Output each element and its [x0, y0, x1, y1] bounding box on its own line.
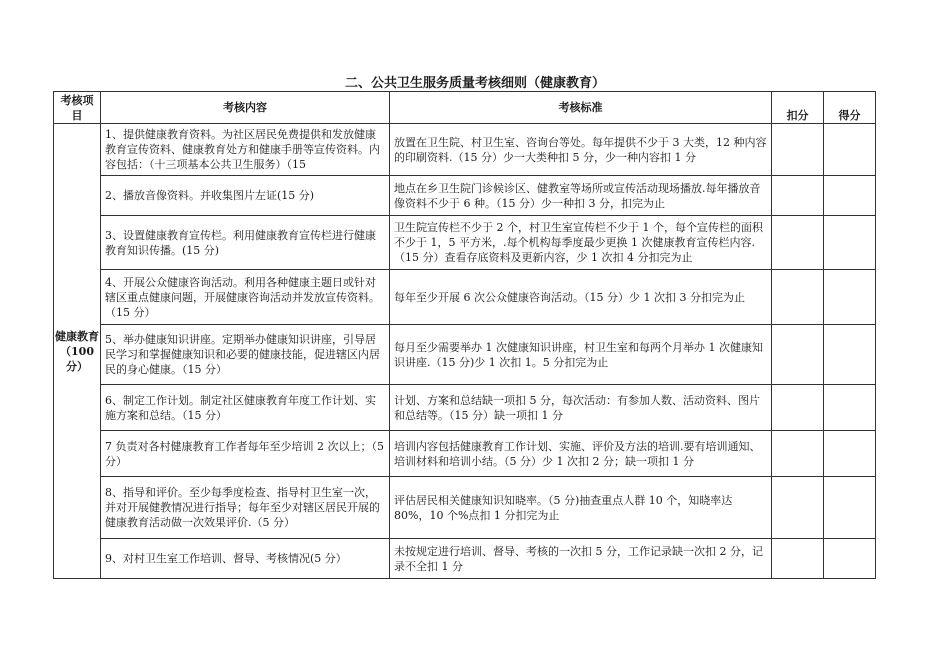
header-standard: 考核标准: [390, 92, 772, 124]
header-score: 得分: [824, 92, 876, 124]
score-cell: [824, 176, 876, 216]
row-content: 3、设置健康教育宣传栏。利用健康教育宣传栏进行健康教育知识传播。(15 分): [101, 216, 390, 270]
row-standard: 未按规定进行培训、督导、考核的一次扣 5 分，工作记录缺一次扣 2 分，记录不全扣 1 分: [390, 539, 772, 579]
row-standard: 放置在卫生院、村卫生室、咨询台等处。每年提供不少于 3 大类，12 种内容的印刷资料.（15 分）少一大类种扣 5 分，少一种内容扣 1 分: [390, 124, 772, 176]
row-standard: 计划、方案和总结缺一项扣 5 分，每次活动：有参加人数、活动资料、图片和总结等。（15 分）缺一项扣 1 分: [390, 385, 772, 431]
row-content: 5、举办健康知识讲座。定期举办健康知识讲座，引导居民学习和掌握健康知识和必要的健康技能，促进辖区内居民的身心健康。（15 分）: [101, 325, 390, 385]
deduct-cell: [772, 385, 824, 431]
row-standard: 每月至少需要举办 1 次健康知识讲座，村卫生室和每两个月举办 1 次健康知识讲座.（15 分)少 1 次扣 1。5 分扣完为止: [390, 325, 772, 385]
row-content: 6、制定工作计划。制定社区健康教育年度工作计划、实施方案和总结。（15 分）: [101, 385, 390, 431]
score-cell: [824, 431, 876, 477]
table-row: [54, 176, 876, 216]
page-title: 二、公共卫生服务质量考核细则（健康教育）: [344, 76, 605, 91]
table-row: [54, 539, 876, 579]
score-cell: [824, 270, 876, 325]
score-cell: [824, 477, 876, 539]
table-row: [54, 325, 876, 385]
score-cell: [824, 216, 876, 270]
table-row: [54, 431, 876, 477]
score-cell: [824, 325, 876, 385]
row-standard: 地点在乡卫生院门诊候诊区、健教室等场所或宣传活动现场播放.每年播放音像资料不少于 6 种。（15 分）少一种扣 3 分，扣完为止: [390, 176, 772, 216]
deduct-cell: [772, 325, 824, 385]
row-content: 8、指导和评价。至少每季度检查、指导村卫生室一次，并对开展健教情况进行指导；每年至少对辖区居民开展的健康教育活动做一次效果评价.（5 分）: [101, 477, 390, 539]
header-row: [54, 92, 876, 124]
row-content: 4、开展公众健康咨询活动。利用各种健康主题日或针对辖区重点健康问题，开展健康咨询活动并发放宣传资料。（15 分）: [101, 270, 390, 325]
row-standard: 培训内容包括健康教育工作计划、实施、评价及方法的培训.要有培训通知、培训材料和培训小结。（5 分）少 1 次扣 2 分；缺一项扣 1 分: [390, 431, 772, 477]
table-row: [54, 270, 876, 325]
deduct-cell: [772, 270, 824, 325]
row-standard: 每年至少开展 6 次公众健康咨询活动。（15 分）少 1 次扣 3 分扣完为止: [390, 270, 772, 325]
score-cell: [824, 124, 876, 176]
table-row: [54, 385, 876, 431]
deduct-cell: [772, 216, 824, 270]
row-standard: 卫生院宣传栏不少于 2 个，村卫生室宣传栏不少于 1 个，每个宣传栏的面积不少于 1，5 平方米，.每个机构每季度最少更换 1 次健康教育宣传栏内容.（15 分）查看存底资料及更新内容，少 1 次扣 4 分扣完为止: [390, 216, 772, 270]
deduct-cell: [772, 539, 824, 579]
row-content: 2、播放音像资料。并收集图片左证(15 分): [101, 176, 390, 216]
table-row: [54, 216, 876, 270]
header-content: 考核内容: [101, 92, 390, 124]
header-deduct: 扣分: [772, 92, 824, 124]
table-row: [54, 477, 876, 539]
row-content: 7 负责对各村健康教育工作者每年至少培训 2 次以上；（5 分）: [101, 431, 390, 477]
row-standard: 评估居民相关健康知识知晓率。（5 分)抽查重点人群 10 个，知晓率达 80%，10 个%点扣 1 分扣完为止: [390, 477, 772, 539]
score-cell: [824, 385, 876, 431]
deduct-cell: [772, 431, 824, 477]
header-item: 考核项目: [54, 92, 101, 124]
row-content: 1、提供健康教育资料。为社区居民免费提供和发放健康教育宣传资料、健康教育处方和健康手册等宣传资料。内容包括：（十三项基本公共卫生服务）（15: [101, 124, 390, 176]
table-row: [54, 124, 876, 176]
row-content: 9、对村卫生室工作培训、督导、考核情况(5 分）: [101, 539, 390, 579]
score-cell: [824, 539, 876, 579]
deduct-cell: [772, 124, 824, 176]
deduct-cell: [772, 477, 824, 539]
deduct-cell: [772, 176, 824, 216]
category-cell: 健康教育（100分）: [54, 124, 101, 579]
assessment-table: [53, 91, 876, 579]
